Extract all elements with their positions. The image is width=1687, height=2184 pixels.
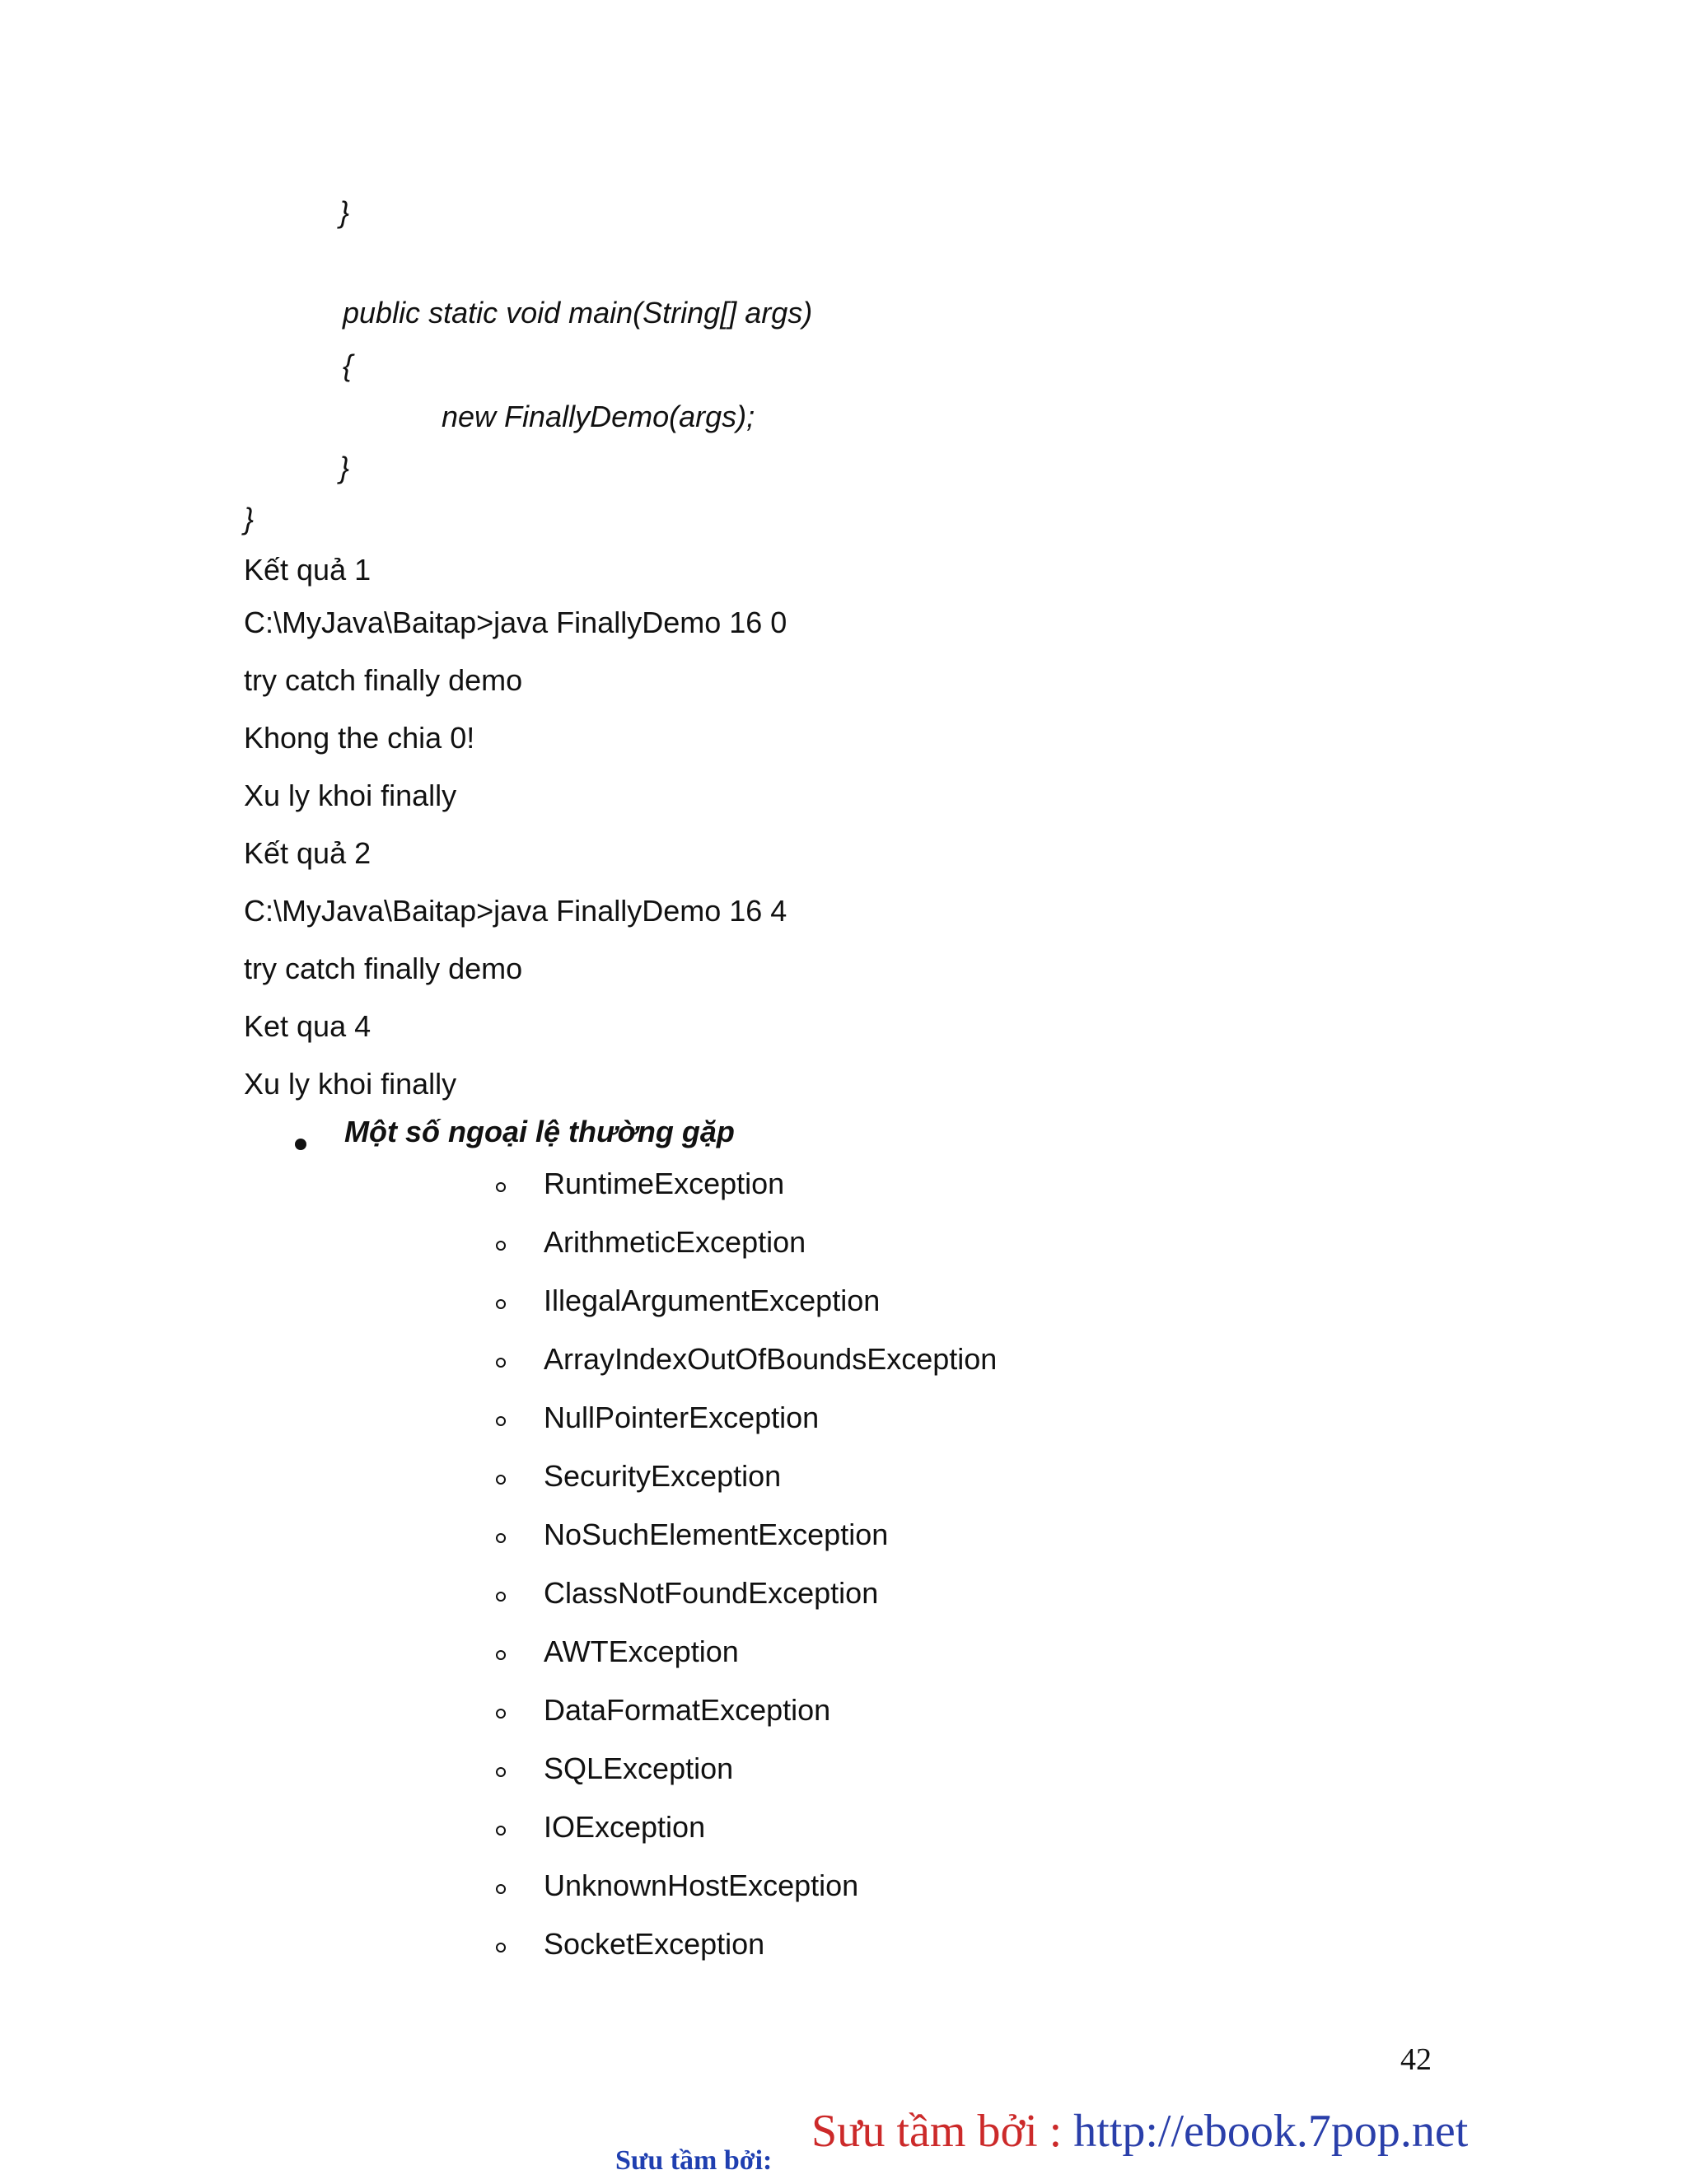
exception-name: UnknownHostException [544,1868,859,1902]
list-item [494,1517,997,1575]
result-1-command: C:\MyJava\Baitap>java FinallyDemo 16 0 [244,606,787,639]
result-2-output-line: Xu ly khoi finally [244,1067,457,1101]
result-2-heading: Kết quả 2 [244,836,372,870]
list-item [494,1868,997,1926]
list-item [494,1224,997,1283]
exception-name: SocketException [544,1927,765,1961]
exception-list [494,1166,997,1985]
result-1-output-line: Xu ly khoi finally [244,779,457,812]
exception-name: IOException [544,1810,706,1844]
list-item [494,1341,997,1400]
result-1-heading: Kết quả 1 [244,553,372,587]
circle-bullet-icon [496,1884,506,1894]
exception-name: DataFormatException [544,1693,831,1727]
exception-name: NullPointerException [544,1401,820,1434]
exception-name: IllegalArgumentException [544,1284,881,1317]
page-number: 42 [1400,2042,1432,2077]
code-open-brace: { [343,348,353,382]
result-1-output-line: Khong the chia 0! [244,721,475,755]
list-item [494,1926,997,1985]
code-close-brace: } [339,451,350,484]
list-item [494,1166,997,1224]
circle-bullet-icon [496,1650,506,1660]
circle-bullet-icon [496,1475,506,1485]
list-item [494,1458,997,1517]
list-item [494,1575,997,1634]
watermark-url: http://ebook.7pop.net [1073,2106,1469,2157]
watermark-label: Sưu tầm bởi : [811,2106,1074,2157]
circle-bullet-icon [496,1592,506,1602]
list-item [494,1809,997,1868]
list-item [494,1283,997,1341]
result-1-output-line: try catch finally demo [244,663,523,697]
exception-name: ClassNotFoundException [544,1576,879,1610]
exception-name: AWTException [544,1634,739,1668]
circle-bullet-icon [496,1241,506,1251]
list-item [494,1634,997,1692]
circle-bullet-icon [496,1943,506,1953]
credit-text: Sưu tầm bởi: [615,2145,773,2176]
exception-name: ArrayIndexOutOfBoundsException [544,1342,998,1376]
circle-bullet-icon [496,1767,506,1777]
result-2-output-line: try catch finally demo [244,952,523,985]
circle-bullet-icon [496,1358,506,1368]
circle-bullet-icon [496,1182,506,1192]
code-close-class-brace: } [244,502,255,535]
circle-bullet-icon [496,1709,506,1719]
circle-bullet-icon [496,1416,506,1426]
section-heading: Một số ngoại lệ thường gặp [344,1115,735,1148]
exception-name: ArithmeticException [544,1225,806,1259]
watermark [811,2105,1468,2158]
exception-name: SecurityException [544,1459,782,1493]
result-2-command: C:\MyJava\Baitap>java FinallyDemo 16 4 [244,894,787,928]
exception-name: NoSuchElementException [544,1518,889,1551]
code-new-call: new FinallyDemo(args); [442,400,755,433]
circle-bullet-icon [496,1533,506,1543]
result-2-output-line: Ket qua 4 [244,1009,372,1043]
circle-bullet-icon [496,1826,506,1836]
circle-bullet-icon [496,1299,506,1309]
bullet-icon [295,1139,306,1150]
code-main-signature: public static void main(String[] args) [343,296,813,330]
exception-name: RuntimeException [544,1167,785,1200]
exception-name: SQLException [544,1751,734,1785]
code-close-method-brace: } [339,195,350,229]
list-item [494,1692,997,1751]
list-item [494,1400,997,1458]
list-item [494,1751,997,1809]
